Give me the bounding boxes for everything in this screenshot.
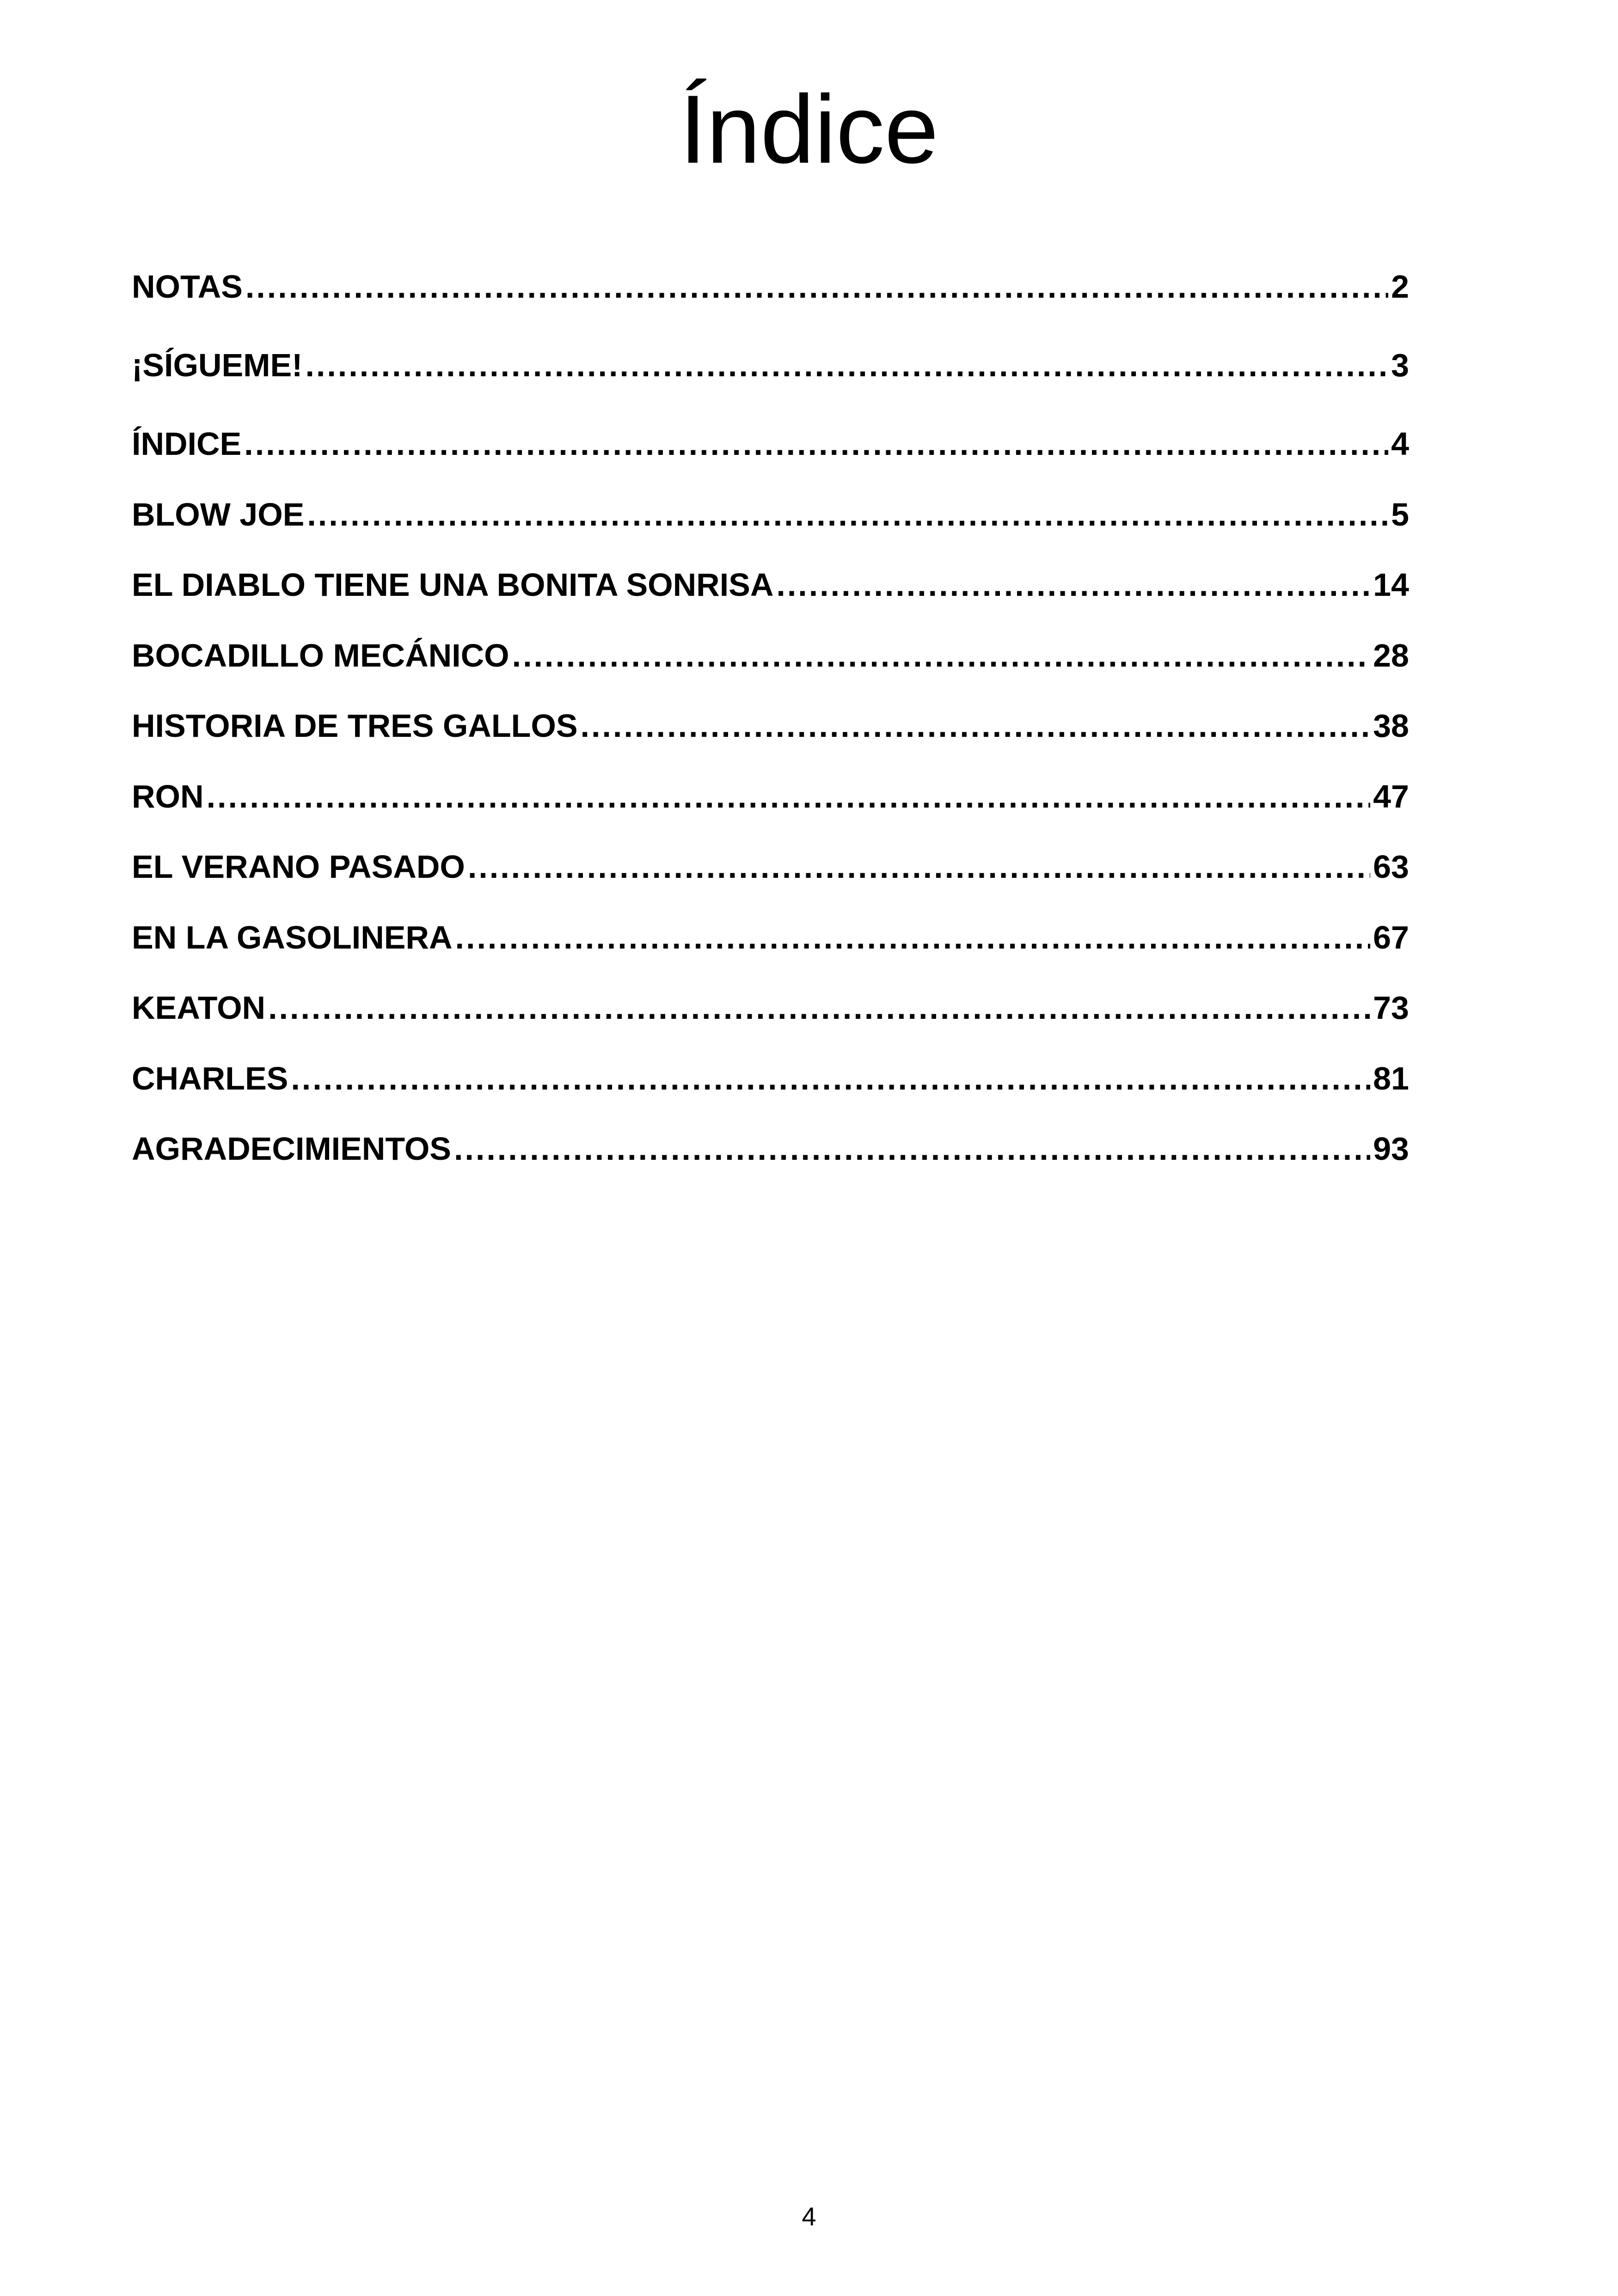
toc-entry-page: 5 <box>1391 496 1409 533</box>
dot-leader <box>512 632 1371 679</box>
toc-entry-title: EL VERANO PASADO <box>132 849 465 885</box>
toc-entry-gasolinera[interactable] <box>132 914 1409 961</box>
toc-entry-page: 28 <box>1373 637 1409 673</box>
toc-entry-title: BLOW JOE <box>132 496 305 533</box>
toc-entry-title: AGRADECIMIENTOS <box>132 1131 451 1167</box>
toc-entry-page: 47 <box>1373 778 1409 814</box>
toc-entry-page: 63 <box>1373 849 1409 885</box>
toc-entry-bocadillo[interactable] <box>132 632 1409 679</box>
toc-entry-page: 3 <box>1391 347 1409 383</box>
dot-leader <box>268 985 1370 1031</box>
toc-entry-el-verano[interactable] <box>132 844 1409 890</box>
dot-leader <box>454 1126 1370 1172</box>
toc-entry-page: 2 <box>1391 269 1409 305</box>
dot-leader <box>581 703 1371 749</box>
dot-leader <box>307 491 1388 538</box>
toc-entry-page: 81 <box>1373 1060 1409 1096</box>
toc-entry-agradecimientos[interactable] <box>132 1126 1409 1172</box>
dot-leader <box>245 263 1388 310</box>
toc-entry-page: 38 <box>1373 708 1409 744</box>
toc-entry-page: 67 <box>1373 919 1409 955</box>
dot-leader <box>244 421 1388 467</box>
toc-entry-title: RON <box>132 778 204 814</box>
toc-entry-title: BOCADILLO MECÁNICO <box>132 637 509 673</box>
toc-entry-title: HISTORIA DE TRES GALLOS <box>132 708 578 744</box>
dot-leader <box>305 342 1388 388</box>
toc-entry-page: 93 <box>1373 1131 1409 1167</box>
toc-entry-notas[interactable] <box>132 263 1409 310</box>
toc-entry-title: EN LA GASOLINERA <box>132 919 453 955</box>
toc-entry-title: ¡SÍGUEME! <box>132 347 303 383</box>
toc-entry-sigueme[interactable] <box>132 342 1409 388</box>
toc-entry-charles[interactable] <box>132 1055 1409 1102</box>
toc-entry-title: EL DIABLO TIENE UNA BONITA SONRISA <box>132 567 774 603</box>
toc-entry-indice[interactable] <box>132 421 1409 467</box>
toc-entry-title: ÍNDICE <box>132 426 242 462</box>
toc-entry-ron[interactable] <box>132 773 1409 820</box>
dot-leader <box>468 844 1370 890</box>
toc-entry-page: 4 <box>1391 426 1409 462</box>
toc-entry-title: NOTAS <box>132 269 243 305</box>
page-title: Índice <box>679 75 939 184</box>
dot-leader <box>207 773 1371 820</box>
dot-leader <box>291 1055 1370 1102</box>
toc-entry-page: 14 <box>1373 567 1409 603</box>
page-number: 4 <box>802 2202 816 2231</box>
toc-entry-page: 73 <box>1373 990 1409 1026</box>
toc-entry-el-diablo[interactable] <box>132 562 1409 608</box>
toc-entry-keaton[interactable] <box>132 985 1409 1031</box>
toc-entry-historia[interactable] <box>132 703 1409 749</box>
toc-entry-title: KEATON <box>132 990 266 1026</box>
dot-leader <box>455 914 1371 961</box>
toc-entry-title: CHARLES <box>132 1060 288 1096</box>
dot-leader <box>776 562 1370 608</box>
toc-entry-blow-joe[interactable] <box>132 491 1409 538</box>
